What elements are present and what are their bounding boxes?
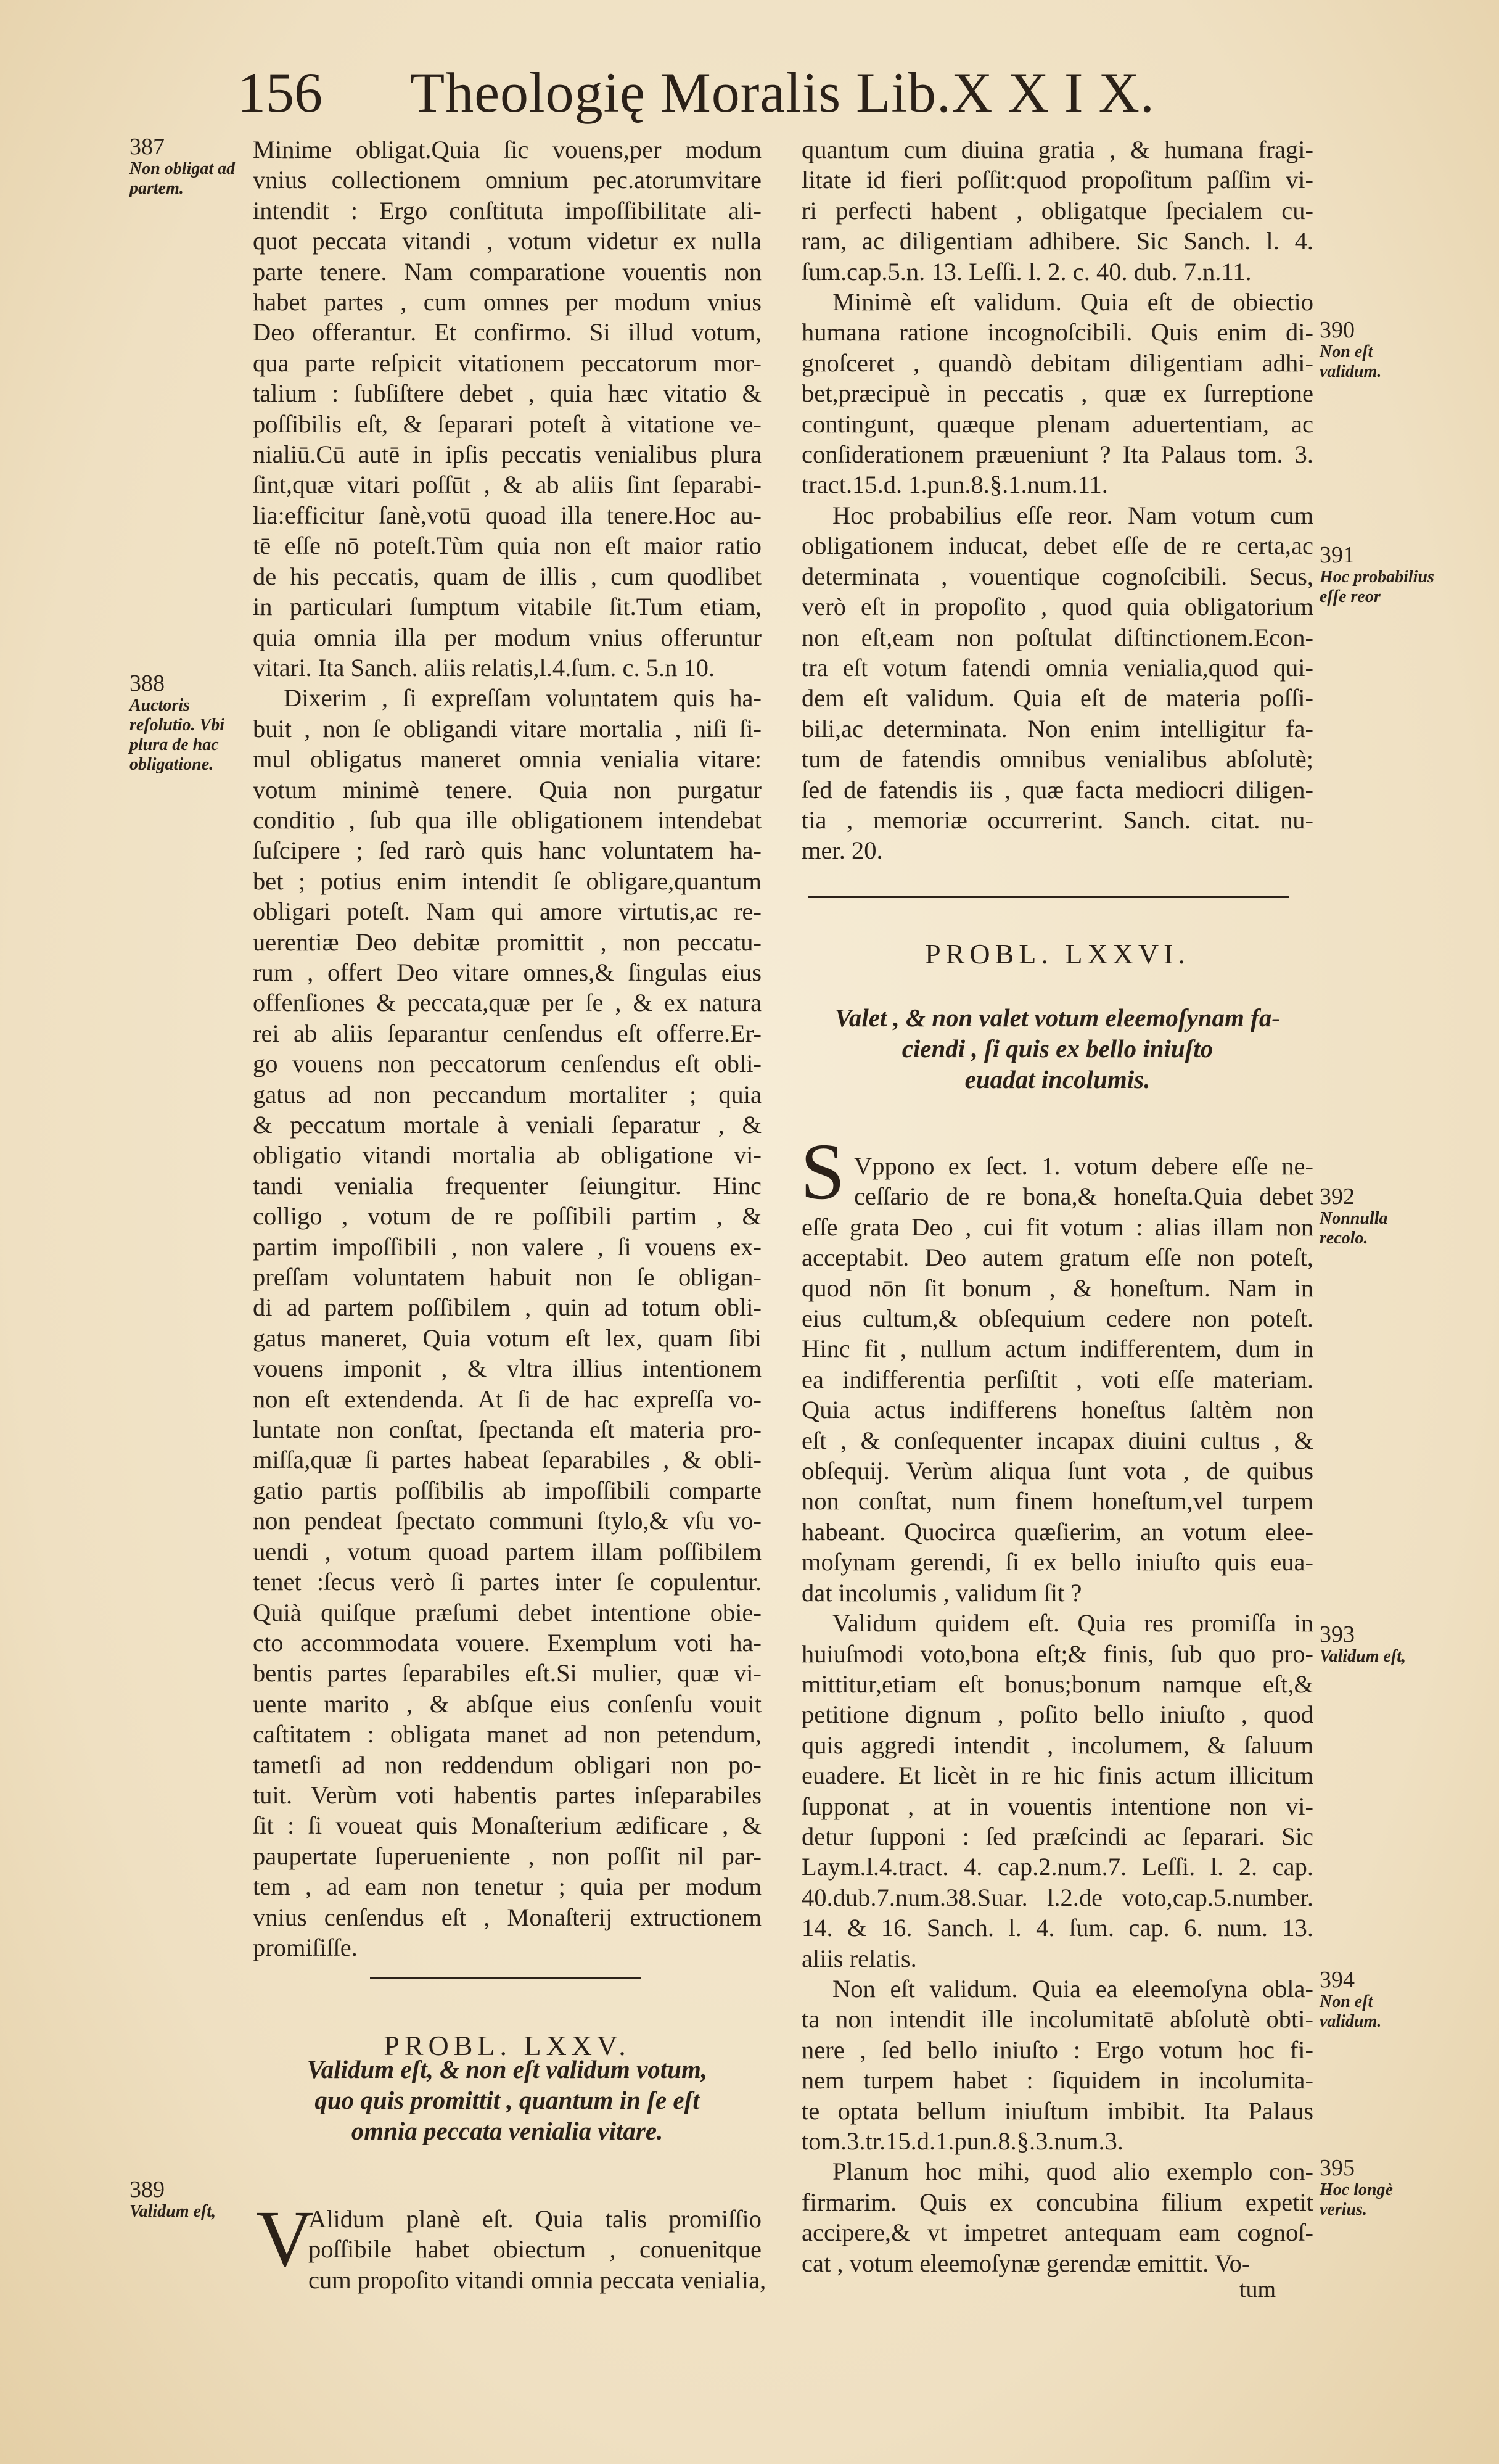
text-line: contingunt, quæque plenam aduertentiam, ac [802, 410, 1313, 438]
text-line: Minimè eſt validum. Quia eſt de obiectio [832, 288, 1313, 316]
text-line: quot peccata vitandi , votum videtur ex nulla [253, 227, 762, 255]
text-line: ſint,quæ vitari poſſūt , & ab aliis ſint ſeparabi- [253, 471, 762, 499]
text-line: eſt , & conſequenter incapax diuini cultus , & [802, 1426, 1313, 1454]
text-line: eius cultum,& obſequium cedere non poteſt. [802, 1304, 1313, 1333]
text-line: Quia actus indifferens honeſtus ſaltèm non [802, 1396, 1313, 1424]
text-line: mittitur,etiam eſt bonus;bonum namque eſt,& [802, 1670, 1313, 1698]
margin-note: 388 Auctoris reſolutio. Vbi plura de hac obligatione. [129, 670, 225, 774]
text-line: non conſtat, num finem honeſtum,vel turpem [802, 1487, 1313, 1515]
text-line: accipere,& vt impetret antequam eam cognoſ- [802, 2219, 1313, 2247]
text-line: Dixerim , ſi expreſſam voluntatem quis ha- [284, 684, 762, 712]
text-line: colligo , votum de re poſſibili partim , & [253, 1202, 762, 1230]
text-line: dat incolumis , validum ſit ? [802, 1578, 1082, 1607]
text-line: aliis relatis. [802, 1944, 917, 1972]
text-line: Hoc probabilius eſſe reor. Nam votum cum [832, 501, 1313, 529]
text-line: eſſe grata Deo , cui fit votum : alias illam non [802, 1213, 1313, 1241]
text-line: cto accommodata vouere. Exemplum voti ha- [253, 1628, 762, 1657]
text-line: 40.dub.7.num.38.Suar. l.2.de voto,cap.5.number. [802, 1883, 1313, 1911]
text-line: gatus ad non peccandum mortaliter ; quia [253, 1080, 762, 1108]
text-line: moſynam gerendi, ſi ex bello iniuſto quis eua- [802, 1548, 1313, 1576]
text-line: talium : ſubſiſtere debet , quia hæc vitatio & [253, 379, 762, 408]
text-line: tem , ad eam non tenetur ; quia per modum [253, 1873, 762, 1901]
text-line: nem turpem habet : ſiquidem in incolumita- [802, 2066, 1313, 2095]
problem-title [802, 1002, 1313, 1095]
text-line: rei ab aliis ſeparantur cenſendus eſt offerre.Er- [253, 1019, 762, 1047]
text-line: mul obligatus maneret omnia venialia vitare: [253, 745, 762, 773]
page-header [237, 59, 1249, 126]
text-line: litate id fieri poſſit:quod propoſitum paſſim vi- [802, 166, 1313, 194]
text-line: Vppono ex ſect. 1. votum debere eſſe ne- [854, 1152, 1313, 1180]
text-line: quis aggredi intendit , incolumem, & ſaluum [802, 1731, 1313, 1759]
text-line: uerentiæ Deo debitæ promittit , non peccatu- [253, 928, 762, 956]
text-line: conſiderationem præueniunt ? Ita Palaus tom. 3. [802, 440, 1313, 469]
text-line: conditio , ſub qua ille obligationem intendebat [253, 806, 762, 834]
text-line: non eſt extendenda. At ſi de hac expreſſa vo- [253, 1385, 762, 1413]
text-line: habet partes , cum omnes per modum vnius [253, 288, 762, 316]
text-line: parte tenere. Nam comparatione vouentis non [253, 257, 762, 286]
text-line: quod nōn ſit bonum , & honeſtum. Nam in [802, 1274, 1313, 1302]
text-line: lia:efficitur ſanè,votū quoad illa tenere.Hoc au- [253, 501, 762, 529]
text-line: Quià quiſque præſumi debet intentione obie- [253, 1598, 762, 1626]
text-line: acceptabit. Deo autem gratum eſſe non poteſt, [802, 1243, 1313, 1272]
text-line: Laym.l.4.tract. 4. cap.2.num.7. Leſſi. l. 2. cap. [802, 1853, 1313, 1881]
margin-note: 391 Hoc probabilius eſſe reor [1320, 542, 1434, 606]
text-line: Alidum planè eſt. Quia talis promiſſio [308, 2205, 762, 2233]
problem-title [253, 2054, 762, 2146]
text-line: bentis partes ſeparabiles eſt.Si mulier, quæ vi- [253, 1659, 762, 1687]
text-line: caſtitatem : obligata manet ad non petendum, [253, 1720, 762, 1749]
text-line: obligatio vitandi mortalia ab obligatione vi- [253, 1141, 762, 1169]
text-line: quantum cum diuina gratia , & humana fragi- [802, 136, 1313, 163]
left-column [253, 134, 762, 1963]
right-column [802, 134, 1313, 866]
text-line: petitione dignum , poſito bello iniuſto , quod [802, 1700, 1313, 1729]
text-line: habeant. Quocirca quæſierim, an votum elee- [802, 1517, 1313, 1546]
text-line: humana ratione incognoſcibili. Quis enim di- [802, 318, 1313, 347]
margin-note: 389 Validum eſt, [129, 2177, 216, 2221]
text-line: offenſiones & peccata,quæ per ſe , & ex natura [253, 989, 762, 1017]
text-line: determinata , vouentique cognoſcibili. Secus, [802, 562, 1313, 590]
title-line: quo quis promittit , quantum in ſe eſt [314, 2086, 700, 2114]
text-line: tum de fatendis omnibus venialibus abſolutè; [802, 745, 1313, 773]
text-line: Minime obligat.Quia ſic vouens,per modum [253, 136, 762, 163]
text-line: rum , offert Deo vitare omnes,& ſingulas eius [253, 958, 762, 986]
section-divider [808, 896, 1289, 898]
margin-note: 392 Nonnulla recolo. [1320, 1184, 1388, 1248]
text-line: cum propoſito vitandi omnia peccata venialia, [308, 2265, 766, 2294]
text-line: gatus maneret, Quia votum eſt lex, quam ſibi [253, 1324, 762, 1352]
text-line: bet ; potius enim intendit ſe obligare,quantum [253, 867, 762, 895]
text-line: tract.15.d. 1.pun.8.§.1.num.11. [802, 471, 1108, 499]
text-line: vouens imponit , & vltra illius intentionem [253, 1354, 762, 1383]
text-line: partim impoſſibili , non valere , ſi vouens ex- [253, 1232, 762, 1261]
text-line: euadere. Et licèt in re hic finis actum illicitum [802, 1761, 1313, 1790]
text-line: ſed de fatendis iis , quæ facta mediocri diligen- [802, 775, 1313, 804]
problem-heading: PROBL. LXXV. [384, 2030, 631, 2061]
text-line: ceſſario de re bona,& honeſta.Quia debet [854, 1182, 1313, 1211]
text-line: vnius collectionem omnium pec.atorumvitare [253, 166, 762, 194]
margin-note: 393 Validum eſt, [1320, 1621, 1407, 1666]
text-line: nere , ſed bello iniuſto : Ergo votum hoc fi- [802, 2035, 1313, 2064]
section-divider [370, 1977, 641, 1979]
margin-note: 387 Non obligat ad partem. [129, 134, 236, 198]
text-line: cat , votum eleemoſynæ gerendæ emittit. Vo- [802, 2249, 1251, 2277]
text-line: de his peccatis, quam de illis , cum quodlibet [253, 562, 762, 590]
text-line: tametſi ad non reddendum obligari non po- [253, 1750, 762, 1779]
text-line: dem eſt validum. Quia eſt de materia poſſi- [802, 684, 1313, 712]
margin-note: 394 Non eſt validum. [1320, 1967, 1382, 2031]
text-line: non eſt,eam non poſtulat diſtinctionem.Econ- [802, 623, 1313, 651]
text-line: ri perfecti habent , obligatque ſpecialem cu- [802, 196, 1313, 225]
text-line: tom.3.tr.15.d.1.pun.8.§.3.num.3. [802, 2127, 1124, 2155]
text-line: Hinc fit , nullum actum indifferentem, dum in [802, 1335, 1313, 1363]
text-line: bili,ac determinata. Non enim intelligitur fa- [802, 714, 1313, 743]
drop-cap: V [256, 2194, 314, 2283]
text-line: ram, ac diligentiam adhibere. Sic Sanch. l. 4. [802, 227, 1313, 255]
text-line: vnius cenſendus eſt , Monaſterij extructionem [253, 1903, 762, 1931]
text-line: uente marito , & abſque eius conſenſu vouit [253, 1689, 762, 1718]
text-line: Planum hoc mihi, quod alio exemplo con- [832, 2157, 1313, 2186]
text-line: in particulari ſumptum vitabile ſit.Tum etiam, [253, 593, 762, 621]
text-line: tandi venialia frequenter ſeiungitur. Hinc [253, 1171, 762, 1200]
text-line: intendit : Ergo conſtituta impoſſibilitate ali- [253, 196, 762, 225]
text-line: ſupponat , at in vouentis intentione non vi- [802, 1792, 1313, 1820]
text-line: go vouens non peccatorum cenſendus eſt obli- [253, 1050, 762, 1078]
text-line: votum minimè tenere. Quia non purgatur [253, 775, 762, 804]
text-line: tē eſſe nō poteſt.Tùm quia non eſt maior ratio [253, 532, 762, 560]
text-line: tia , memoriæ occurrerint. Sanch. citat. nu- [802, 806, 1313, 834]
text-line: huiuſmodi voto,bona eſt;& finis, ſub quo pro- [802, 1639, 1313, 1668]
text-line: qua parte reſpicit vitationem peccatorum mor- [253, 348, 762, 377]
text-line: obligari poteſt. Nam qui amore virtutis,ac re- [253, 897, 762, 926]
page-number: 156 [237, 61, 322, 124]
text-line: ea indifferentia perſiſtit , voti eſſe materiam. [802, 1365, 1313, 1393]
text-line: miſſa,quæ ſi partes habeat ſeparabiles , & obli- [253, 1446, 762, 1474]
title-line: omnia peccata venialia vitare. [351, 2117, 663, 2145]
text-line: paupertate ſuperueniente , non poſſit nil par- [253, 1842, 762, 1870]
text-line: verò eſt in propoſito , quod quia obligatorium [802, 593, 1313, 621]
text-line: mer. 20. [802, 836, 883, 865]
text-line: ſit : ſi voueat quis Monaſterium ædificare , & [253, 1811, 762, 1840]
text-line: gatio partis poſſibilis ab impoſſibili comparte [253, 1476, 762, 1504]
text-line: tuit. Verùm voti habentis partes inſeparabiles [253, 1781, 762, 1809]
drop-cap: S [800, 1127, 845, 1216]
text-line: Non eſt validum. Quia ea eleemoſyna obla- [832, 1974, 1313, 2003]
text-line: 14. & 16. Sanch. l. 4. ſum. cap. 6. num. 13. [802, 1914, 1313, 1942]
running-title: Theologię Moralis Lib.X X I X. [410, 61, 1155, 124]
title-line: Validum eſt, & non eſt validum votum, [306, 2055, 708, 2083]
text-line: tenet :ſecus verò ſi partes inter ſe copulentur. [253, 1568, 762, 1596]
text-line: te optata bellum iniuſtum imbibit. Ita Palaus [802, 2096, 1313, 2125]
text-line: nialiū.Cū autē in ipſis peccatis venialibus plura [253, 440, 762, 469]
text-line: bet,præcipuè in peccatis , quæ ex ſurreptione [802, 379, 1313, 408]
text-line: promiſiſſe. [253, 1933, 358, 1961]
text-line: uendi , votum quoad partem illam poſſibilem [253, 1537, 762, 1565]
text-line: Validum quidem eſt. Quia res promiſſa in [832, 1609, 1313, 1638]
text-line: quia omnia illa per modum vnius offeruntur [253, 623, 762, 651]
margin-note: 395 Hoc longè verius. [1320, 2155, 1393, 2219]
text-line: preſſam voluntatem habuit non ſe obligan- [253, 1263, 762, 1292]
text-line: Deo offerantur. Et confirmo. Si illud votum, [253, 318, 762, 347]
text-line: ta non intendit ille incolumitatē abſolutè obti- [802, 2005, 1313, 2033]
catchword: tum [1239, 2277, 1276, 2302]
text-line: firmarim. Quis ex concubina filium expetit [802, 2188, 1313, 2216]
title-line: euadat incolumis. [964, 1065, 1151, 1094]
text-line: ſum.cap.5.n. 13. Leſſi. l. 2. c. 40. dub. 7.n.11. [802, 257, 1252, 286]
text-line: luntate non conſtat, ſpectanda eſt materia pro- [253, 1415, 762, 1444]
text-line: obligationem inducat, debet eſſe de re certa,ac [802, 532, 1313, 560]
text-line: tra eſt votum fatendi omnia venialia,quod qui- [802, 653, 1313, 682]
text-line: ſuſcipere ; ſed rarò quis hanc voluntatem ha- [253, 836, 762, 865]
text-line: obſequij. Verùm aliqua ſunt vota , de quibus [802, 1457, 1313, 1485]
problem-heading: PROBL. LXXVI. [925, 938, 1190, 970]
text-line: gnoſceret , quandò debitam diligentiam adhi- [802, 348, 1313, 377]
problem-body [802, 1151, 1313, 2278]
problem-body [308, 2204, 766, 2295]
text-line: di ad partem poſſibilem , quin ad totum obli- [253, 1293, 762, 1322]
title-line: Valet , & non valet votum eleemoſynam fa- [835, 1003, 1280, 1032]
text-line: detur ſupponi : ſed præſcindi ac ſeparari. Sic [802, 1822, 1313, 1850]
title-line: ciendi , ſi quis ex bello iniuſto [901, 1034, 1214, 1063]
text-line: poſſibilis eſt, & ſeparari poteſt à vitatione ve- [253, 410, 762, 438]
text-line: poſſibile habet obiectum , conuenitque [308, 2235, 762, 2264]
margin-note: 390 Non eſt validum. [1320, 317, 1382, 381]
text-line: & peccatum mortale à veniali ſeparatur , & [253, 1111, 762, 1139]
text-line: buit , non ſe obligandi vitare mortalia , niſi ſi- [253, 714, 762, 743]
text-line: vitari. Ita Sanch. aliis relatis,l.4.ſum. c. 5.n 10. [253, 653, 715, 682]
text-line: non pendeat ſpectato communi ſtylo,& vſu vo- [253, 1507, 762, 1535]
